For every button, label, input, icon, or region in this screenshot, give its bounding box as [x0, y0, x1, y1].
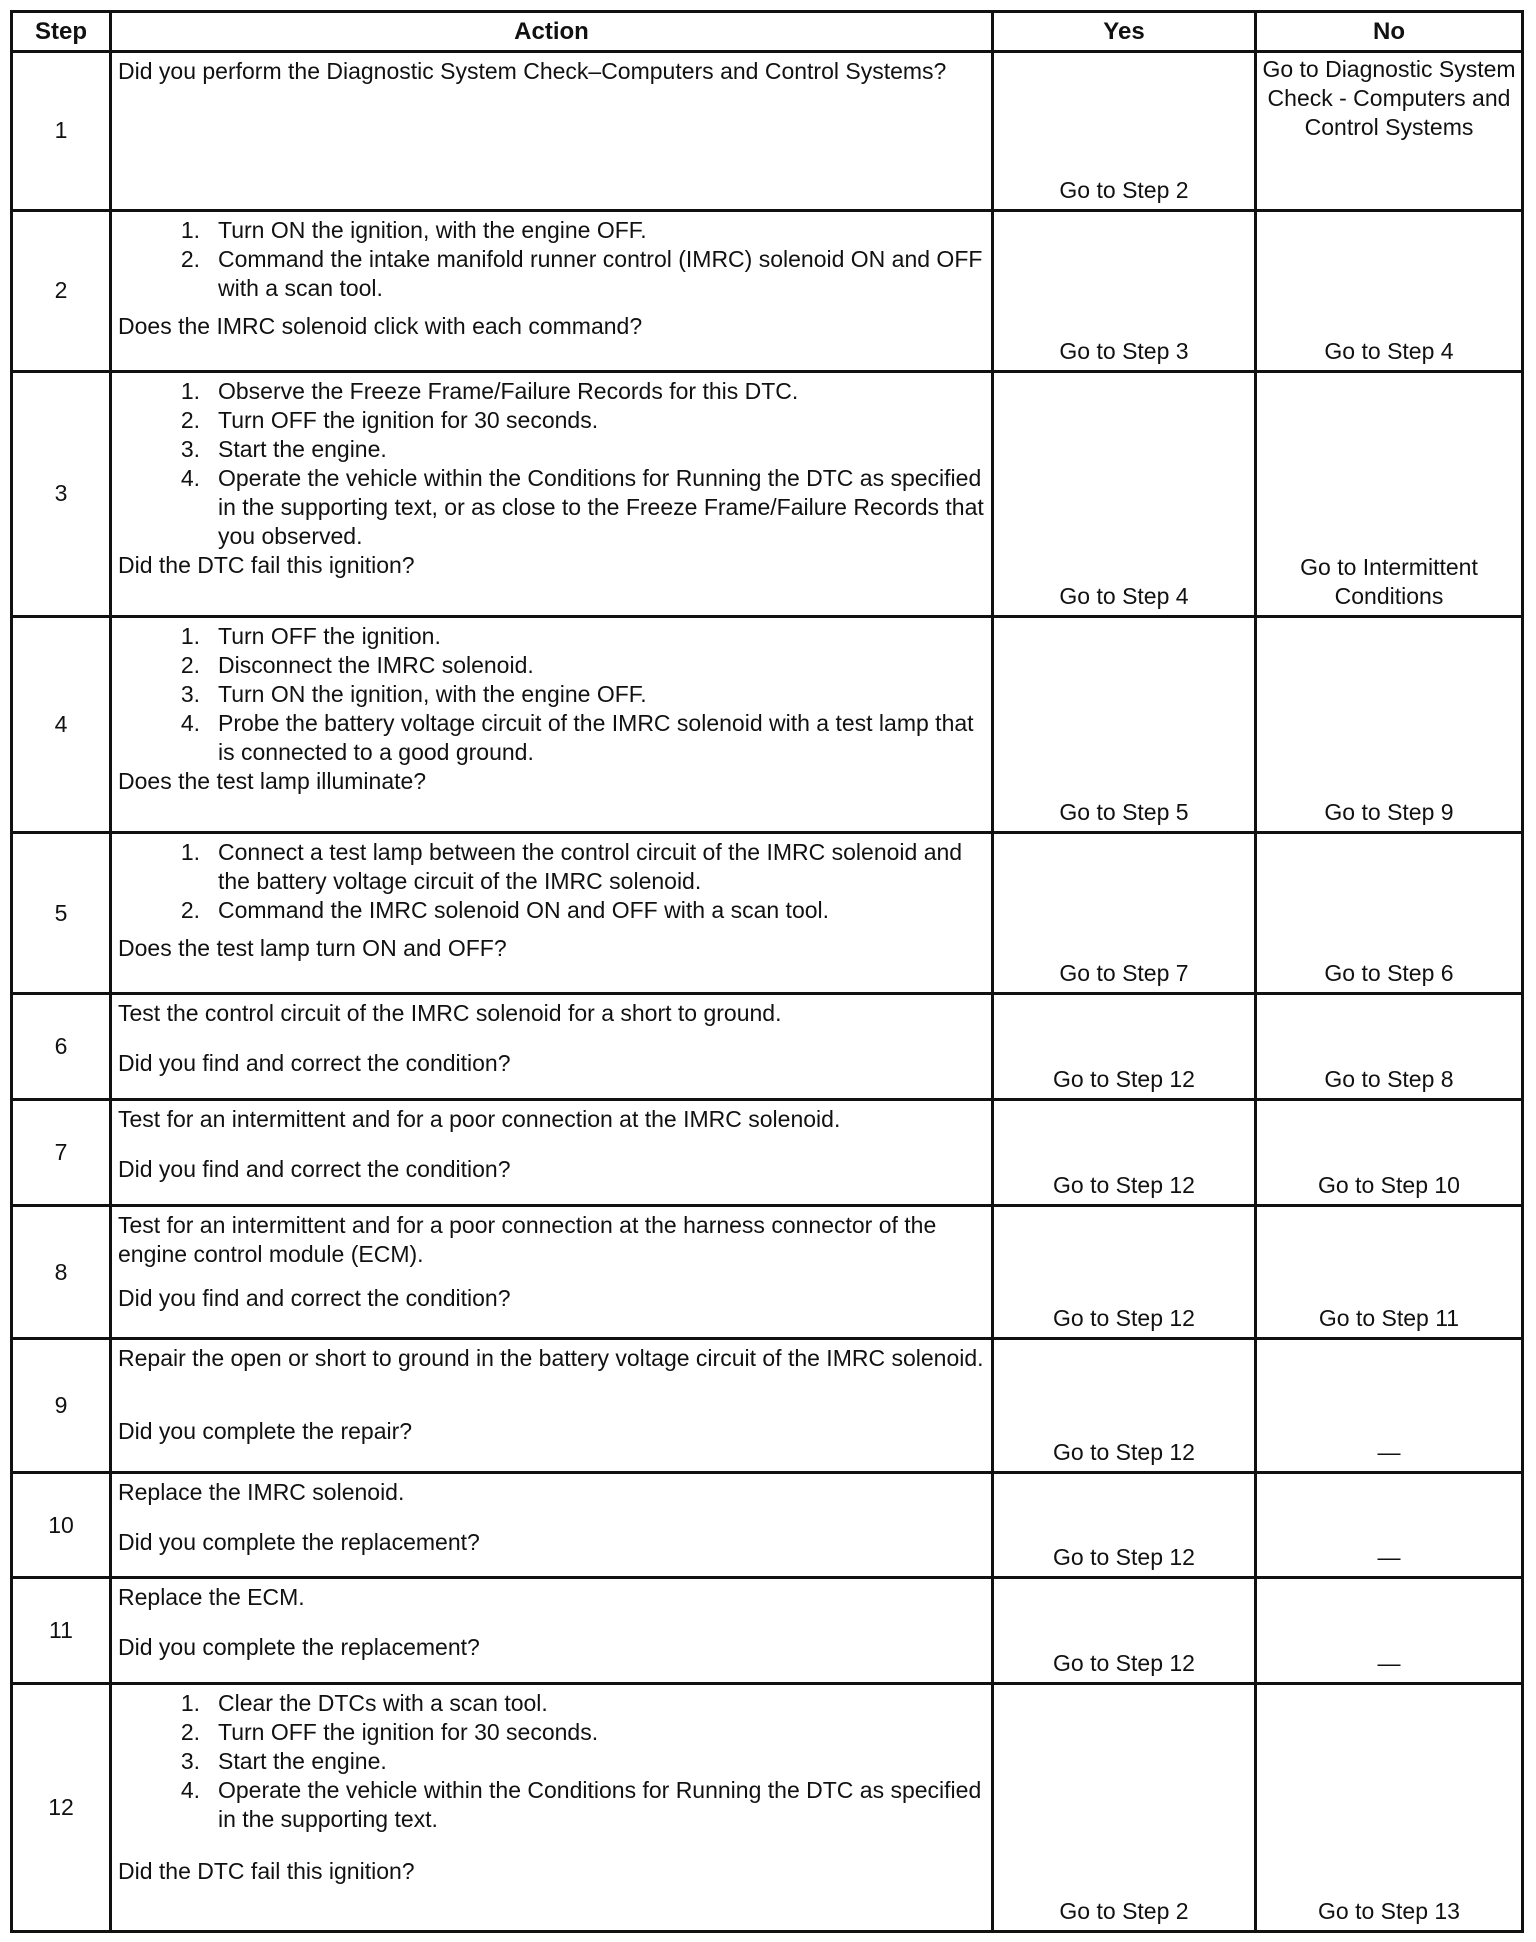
- list-item-text: Observe the Freeze Frame/Failure Records for this DTC.: [218, 377, 799, 404]
- list-item: [118, 1718, 985, 1747]
- action-question: Did you complete the repair?: [118, 1418, 413, 1445]
- action-question: Did the DTC fail this ignition?: [118, 551, 415, 578]
- no-result: —: [1256, 1472, 1523, 1578]
- yes-result: Go to Step 5: [993, 616, 1256, 832]
- table-row: [12, 616, 1523, 832]
- action-text: Replace the ECM.: [118, 1584, 305, 1611]
- action-text: Replace the IMRC solenoid.: [118, 1478, 405, 1505]
- table-row: [12, 1205, 1523, 1338]
- list-item-text: Command the IMRC solenoid ON and OFF with a scan tool.: [218, 897, 830, 924]
- action-question: Did you find and correct the condition?: [118, 1050, 511, 1077]
- list-item: [118, 622, 985, 651]
- list-item-number: 2.: [180, 897, 200, 924]
- action-list: [118, 1689, 985, 1834]
- action-cell: [111, 1205, 993, 1338]
- list-item-text: Turn ON the ignition, with the engine OFF.: [218, 680, 647, 707]
- yes-result: Go to Step 12: [993, 1578, 1256, 1684]
- yes-result: Go to Step 12: [993, 1100, 1256, 1206]
- step-number: 5: [12, 833, 111, 994]
- table-row: [12, 210, 1523, 371]
- header-step: Step: [12, 12, 111, 52]
- list-item-number: 1.: [180, 1690, 200, 1717]
- list-item: [118, 1747, 985, 1776]
- no-result: Go to Step 9: [1256, 616, 1523, 832]
- action-list: [118, 838, 985, 925]
- list-item-text: Turn OFF the ignition.: [218, 622, 441, 649]
- list-item-text: Turn ON the ignition, with the engine OFF.: [218, 216, 647, 243]
- list-item: [118, 709, 985, 767]
- table-body: [12, 52, 1523, 1932]
- no-result: —: [1256, 1578, 1523, 1684]
- list-item-number: 1.: [180, 216, 200, 243]
- action-cell: [111, 52, 993, 211]
- yes-result: Go to Step 2: [993, 52, 1256, 211]
- yes-result: Go to Step 3: [993, 210, 1256, 371]
- action-cell: [111, 1100, 993, 1206]
- list-item-number: 1.: [180, 622, 200, 649]
- list-item-number: 2.: [180, 406, 200, 433]
- step-number: 7: [12, 1100, 111, 1206]
- action-question: Did you complete the replacement?: [118, 1634, 480, 1661]
- list-item: [118, 464, 985, 551]
- list-item-text: Start the engine.: [218, 1748, 387, 1775]
- action-list: [118, 377, 985, 551]
- yes-result: Go to Step 2: [993, 1684, 1256, 1932]
- action-cell: [111, 1472, 993, 1578]
- list-item-text: Disconnect the IMRC solenoid.: [218, 651, 534, 678]
- action-text: Test for an intermittent and for a poor connection at the IMRC solenoid.: [118, 1106, 841, 1133]
- list-item-number: 2.: [180, 245, 200, 272]
- step-number: 8: [12, 1205, 111, 1338]
- action-list: [118, 216, 985, 303]
- no-result: Go to Step 4: [1256, 210, 1523, 371]
- action-cell: [111, 1684, 993, 1932]
- header-action: Action: [111, 12, 993, 52]
- header-row: [12, 12, 1523, 52]
- table-row: [12, 833, 1523, 994]
- table-row: [12, 1472, 1523, 1578]
- step-number: 9: [12, 1339, 111, 1472]
- list-item-text: Turn OFF the ignition for 30 seconds.: [218, 1719, 599, 1746]
- list-item-number: 1.: [180, 377, 200, 404]
- list-item-text: Start the engine.: [218, 435, 387, 462]
- step-number: 12: [12, 1684, 111, 1932]
- no-result: Go to Step 8: [1256, 994, 1523, 1100]
- yes-result: Go to Step 12: [993, 1339, 1256, 1472]
- yes-result: Go to Step 4: [993, 371, 1256, 616]
- action-cell: [111, 1578, 993, 1684]
- action-cell: [111, 616, 993, 832]
- list-item-text: Clear the DTCs with a scan tool.: [218, 1690, 548, 1717]
- list-item: [118, 651, 985, 680]
- action-list: [118, 622, 985, 767]
- step-number: 2: [12, 210, 111, 371]
- step-number: 11: [12, 1578, 111, 1684]
- list-item-number: 1.: [180, 839, 200, 866]
- action-question: Did the DTC fail this ignition?: [118, 1858, 415, 1885]
- table-row: [12, 371, 1523, 616]
- action-question: Did you find and correct the condition?: [118, 1156, 511, 1183]
- list-item: [118, 216, 985, 245]
- table-row: [12, 1684, 1523, 1932]
- list-item: [118, 838, 985, 896]
- no-result: Go to Step 13: [1256, 1684, 1523, 1932]
- list-item-text: Command the intake manifold runner control (IMRC) solenoid ON and OFF with a scan tool.: [218, 245, 983, 301]
- list-item-text: Connect a test lamp between the control circuit of the IMRC solenoid and the battery voltage circuit of the IMRC solenoid.: [218, 839, 963, 895]
- action-text: Test for an intermittent and for a poor connection at the harness connector of the engine control module (ECM).: [118, 1211, 937, 1267]
- list-item-number: 3.: [180, 1748, 200, 1775]
- table-row: [12, 52, 1523, 211]
- list-item-text: Operate the vehicle within the Conditions for Running the DTC as specified in the supporting text.: [218, 1777, 982, 1833]
- list-item: [118, 896, 985, 925]
- list-item: [118, 406, 985, 435]
- action-cell: [111, 994, 993, 1100]
- header-no: No: [1256, 12, 1523, 52]
- action-cell: [111, 1339, 993, 1472]
- list-item-number: 4.: [180, 464, 200, 491]
- action-cell: [111, 210, 993, 371]
- yes-result: Go to Step 12: [993, 994, 1256, 1100]
- yes-result: Go to Step 7: [993, 833, 1256, 994]
- no-result: Go to Diagnostic System Check - Computers and Control Systems: [1256, 52, 1523, 211]
- list-item: [118, 245, 985, 303]
- table-row: [12, 994, 1523, 1100]
- list-item-number: 2.: [180, 651, 200, 678]
- list-item-text: Probe the battery voltage circuit of the IMRC solenoid with a test lamp that is connected to a good ground.: [218, 709, 974, 765]
- action-text: Repair the open or short to ground in the battery voltage circuit of the IMRC solenoid.: [118, 1345, 984, 1372]
- action-question: Does the test lamp illuminate?: [118, 767, 427, 794]
- list-item-number: 4.: [180, 1777, 200, 1804]
- list-item-text: Operate the vehicle within the Conditions for Running the DTC as specified in the supporting text, or as close to the Freeze Frame/Failure Records that you observed.: [218, 464, 984, 549]
- action-cell: [111, 371, 993, 616]
- diagnostic-table: [10, 10, 1524, 1933]
- list-item: [118, 680, 985, 709]
- table-row: [12, 1578, 1523, 1684]
- no-result: Go to Step 10: [1256, 1100, 1523, 1206]
- action-text: Test the control circuit of the IMRC solenoid for a short to ground.: [118, 1000, 782, 1027]
- action-cell: [111, 833, 993, 994]
- step-number: 10: [12, 1472, 111, 1578]
- table-row: [12, 1339, 1523, 1472]
- yes-result: Go to Step 12: [993, 1472, 1256, 1578]
- list-item: [118, 377, 985, 406]
- action-text: Did you perform the Diagnostic System Check–Computers and Control Systems?: [118, 58, 947, 84]
- list-item: [118, 1689, 985, 1718]
- step-number: 6: [12, 994, 111, 1100]
- table-row: [12, 1100, 1523, 1206]
- list-item-number: 2.: [180, 1719, 200, 1746]
- list-item-number: 3.: [180, 680, 200, 707]
- yes-result: Go to Step 12: [993, 1205, 1256, 1338]
- step-number: 4: [12, 616, 111, 832]
- list-item-number: 3.: [180, 435, 200, 462]
- step-number: 1: [12, 52, 111, 211]
- list-item-number: 4.: [180, 709, 200, 736]
- action-question: Did you complete the replacement?: [118, 1528, 480, 1555]
- no-result: Go to Intermittent Conditions: [1256, 371, 1523, 616]
- no-result: Go to Step 11: [1256, 1205, 1523, 1338]
- no-result: Go to Step 6: [1256, 833, 1523, 994]
- no-result: —: [1256, 1339, 1523, 1472]
- step-number: 3: [12, 371, 111, 616]
- action-question: Does the IMRC solenoid click with each command?: [118, 312, 643, 339]
- list-item: [118, 1776, 985, 1834]
- list-item: [118, 435, 985, 464]
- header-yes: Yes: [993, 12, 1256, 52]
- action-question: Did you find and correct the condition?: [118, 1284, 511, 1311]
- list-item-text: Turn OFF the ignition for 30 seconds.: [218, 406, 599, 433]
- action-question: Does the test lamp turn ON and OFF?: [118, 935, 507, 962]
